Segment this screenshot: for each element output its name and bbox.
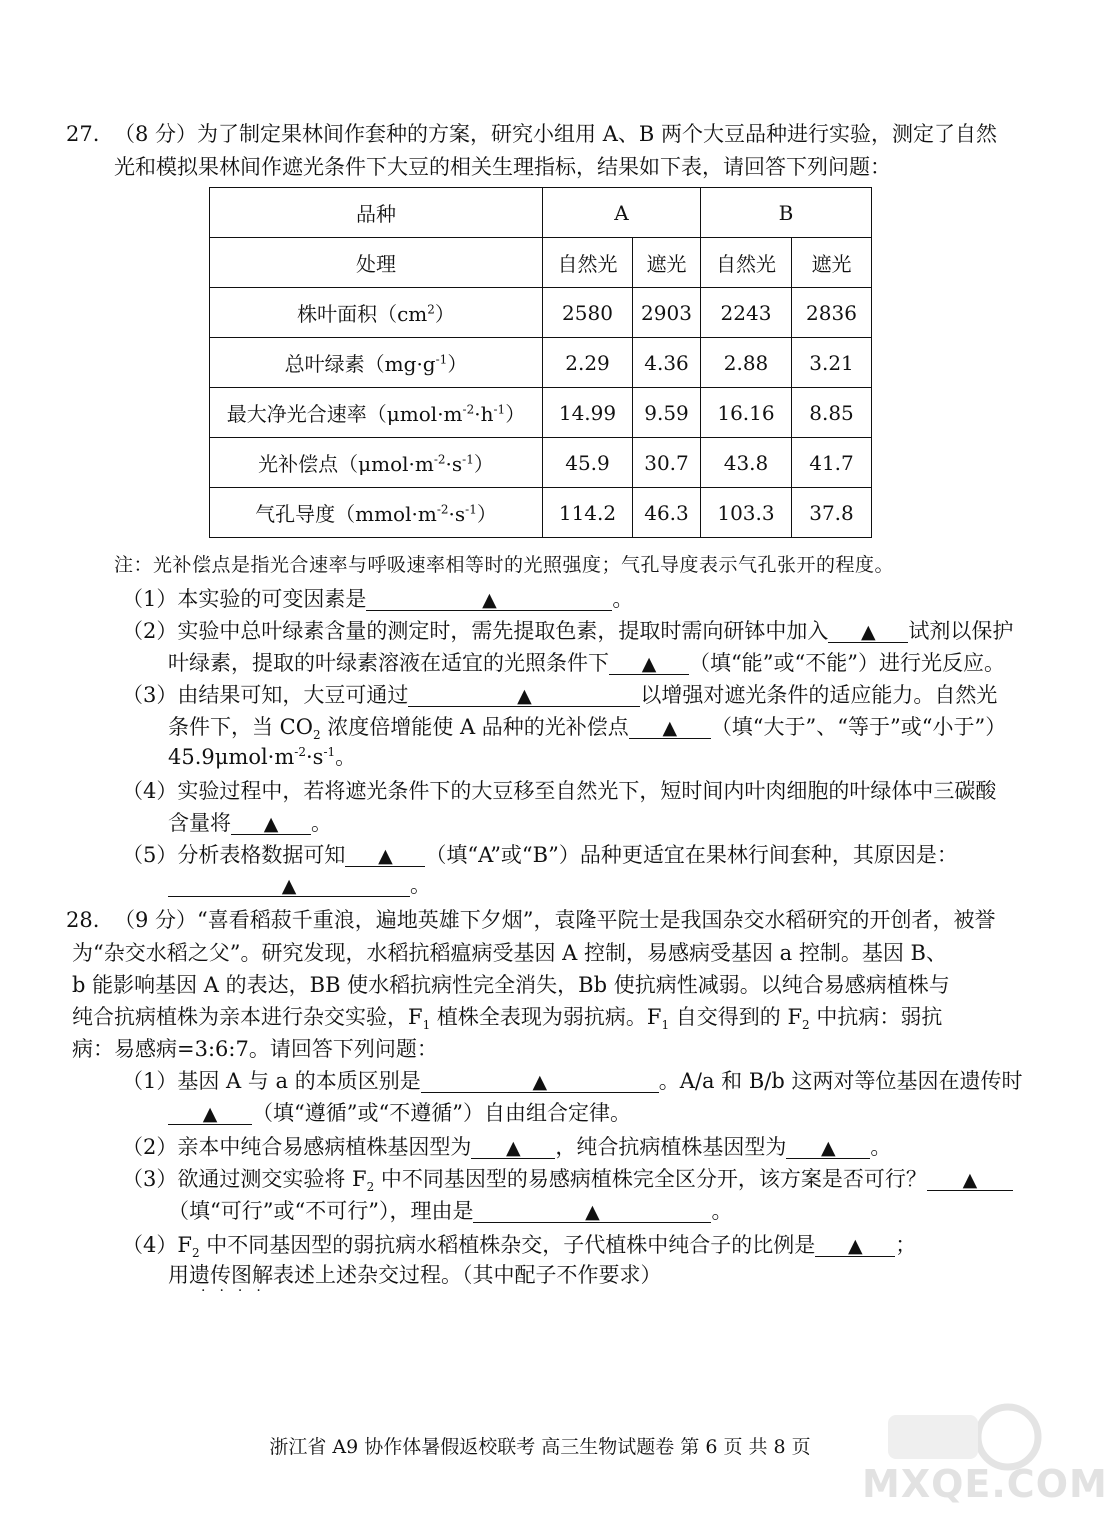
header-variety: 品种	[210, 188, 543, 238]
q27-number: 27.	[66, 122, 100, 146]
q27-sub3-line2: 条件下，当 $CO_2$ 浓度倍增能使 A 品种的光补偿点 ▲ （填“大于”、“等于”或“小于”）	[168, 715, 1007, 743]
q27-sub3-line1: （3）由结果可知，大豆可通过 ▲ 以增强对遮光条件的适应能力。自然光	[122, 683, 998, 707]
header-b-natural: 自然光	[701, 238, 792, 288]
q27-sub4-line2: 含量将 ▲ 。	[168, 811, 332, 835]
table-cell: 3.21	[792, 338, 872, 388]
table-cell: 8.85	[792, 388, 872, 438]
answer-blank[interactable]: ▲	[168, 876, 410, 897]
answer-blank[interactable]: ▲	[421, 1072, 659, 1093]
q27-sub5-line2: ▲ 。	[168, 872, 431, 898]
watermark	[848, 1401, 1108, 1516]
q27-sub3-line3: $45.9\mu mol\cdot m^{-2}\cdot s^{-1}$。	[168, 745, 357, 769]
table-cell: 114.2	[543, 488, 633, 538]
header-a-natural: 自然光	[543, 238, 633, 288]
q28-intro-line3: b 能影响基因 A 的表达，BB 使水稻抗病性完全消失，Bb 使抗病性减弱。以纯合易感病植株与	[72, 973, 950, 997]
table-cell: 2.88	[701, 338, 792, 388]
watermark-text: MXQE.COM	[862, 1462, 1108, 1506]
q28-sub1-line2: ▲ （填“遵循”或“不遵循”）自由组合定律。	[168, 1100, 631, 1126]
table-row	[210, 488, 872, 538]
table-cell: 2.29	[543, 338, 633, 388]
answer-blank[interactable]: ▲	[473, 1202, 711, 1223]
answer-blank[interactable]: ▲	[828, 622, 908, 643]
q27-intro-line1: （8 分）为了制定果林间作套种的方案，研究小组用 A、B 两个大豆品种进行实验，测定了自然	[114, 122, 997, 146]
answer-blank[interactable]: ▲	[815, 1236, 895, 1257]
table-cell: 46.3	[633, 488, 701, 538]
table-cell: 43.8	[701, 438, 792, 488]
q28-sub3-line2: （填“可行”或“不可行”），理由是 ▲ 。	[168, 1199, 733, 1223]
table-cell: 37.8	[792, 488, 872, 538]
answer-blank[interactable]: ▲	[471, 1138, 555, 1159]
header-a-shade: 遮光	[633, 238, 701, 288]
table-row	[210, 338, 872, 388]
header-b: B	[701, 188, 872, 238]
table-cell: 9.59	[633, 388, 701, 438]
table-row	[210, 288, 872, 338]
table-cell: 4.36	[633, 338, 701, 388]
answer-blank[interactable]: ▲	[786, 1138, 870, 1159]
answer-blank[interactable]: ▲	[168, 1104, 252, 1125]
q28-sub1-line1: （1）基因 A 与 a 的本质区别是 ▲ 。A/a 和 B/b 这两对等位基因在遗传时	[122, 1069, 1023, 1093]
q27-sub5-line1: （5）分析表格数据可知 ▲ （填“A”或“B”）品种更适宜在果林行间套种，其原因是：	[122, 843, 958, 867]
header-a: A	[543, 188, 701, 238]
table-note: 注：光补偿点是指光合速率与呼吸速率相等时的光照强度；气孔导度表示气孔张开的程度。	[114, 554, 895, 576]
table-cell: 45.9	[543, 438, 633, 488]
q28-intro-line2: 为“杂交水稻之父”。研究发现，水稻抗稻瘟病受基因 A 控制，易感病受基因 a 控制。基因 B、	[72, 941, 947, 965]
table-row	[210, 438, 872, 488]
q27-sub1: （1）本实验的可变因素是 ▲ 。	[122, 587, 634, 611]
q28-intro-line5: 病：易感病=3:6:7。请回答下列问题：	[72, 1037, 438, 1061]
table-cell: 16.16	[701, 388, 792, 438]
emphasis-dots: ····	[201, 1283, 275, 1299]
q27-sub4-line1: （4）实验过程中，若将遮光条件下的大豆移至自然光下，短时间内叶肉细胞的叶绿体中三碳酸	[122, 779, 997, 803]
answer-blank[interactable]: ▲	[408, 686, 640, 707]
q28-intro-line1: （9 分）“喜看稻菽千重浪，遍地英雄下夕烟”，袁隆平院士是我国杂交水稻研究的开创者，被誉	[114, 908, 996, 932]
header-b-shade: 遮光	[792, 238, 872, 288]
row-label: 株叶面积$(cm^2)$	[210, 288, 543, 338]
table-treatment-row	[210, 238, 872, 288]
answer-blank[interactable]: ▲	[609, 654, 689, 675]
answer-blank[interactable]: ▲	[366, 590, 612, 611]
table-cell: 103.3	[701, 488, 792, 538]
table-header-row	[210, 188, 872, 238]
answer-blank[interactable]: ▲	[629, 718, 711, 739]
q27-sub2-line1: （2）实验中总叶绿素含量的测定时，需先提取色素，提取时需向研钵中加入 ▲ 试剂以保护	[122, 619, 1014, 643]
q28-sub4-line1: $(4)F_2$ 中不同基因型的弱抗病水稻植株杂交，子代植株中纯合子的比例是 ▲ ；	[122, 1233, 917, 1261]
table-cell: 41.7	[792, 438, 872, 488]
q28-sub2: （2）亲本中纯合易感病植株基因型为 ▲ ，纯合抗病植株基因型为 ▲ 。	[122, 1135, 892, 1159]
answer-blank[interactable]: ▲	[345, 846, 425, 867]
page-footer: 浙江省 A9 协作体暑假返校联考 高三生物试题卷 第 6 页 共 8 页	[269, 1436, 811, 1458]
q28-sub4-line2: 用遗传图解表述上述杂交过程。（其中配子不作要求）	[168, 1263, 662, 1287]
table-cell: 14.99	[543, 388, 633, 438]
table-cell: 2580	[543, 288, 633, 338]
row-label: 气孔导度$(mmol\cdot m^{-2}\cdot s^{-1})$	[210, 488, 543, 538]
table-cell: 2903	[633, 288, 701, 338]
row-label: 光补偿点$(\mu mol\cdot m^{-2}\cdot s^{-1})$	[210, 438, 543, 488]
q27-intro-line2: 光和模拟果林间作遮光条件下大豆的相关生理指标，结果如下表，请回答下列问题：	[114, 155, 891, 179]
answer-blank[interactable]: ▲	[927, 1170, 1013, 1191]
q27-sub2-line2: 叶绿素，提取的叶绿素溶液在适宜的光照条件下 ▲ （填“能”或“不能”）进行光反应。	[168, 651, 1005, 675]
q28-sub3-line1: （3）欲通过测交实验将 $F_2$ 中不同基因型的易感病植株完全区分开，该方案是否可行？ ▲	[122, 1166, 1013, 1192]
answer-blank[interactable]: ▲	[231, 814, 311, 835]
row-label: 最大净光合速率$(\mu mol\cdot m^{-2}\cdot h^{-1})$	[210, 388, 543, 438]
data-table	[209, 187, 872, 538]
table-cell: 2243	[701, 288, 792, 338]
row-label: 总叶绿素$(mg\cdot g^{-1})$	[210, 338, 543, 388]
table-cell: 2836	[792, 288, 872, 338]
q28-intro-line4: 纯合抗病植株为亲本进行杂交实验，$F_1$ 植株全表现为弱抗病。$F_1$ 自交得到的 $F_2$ 中抗病：弱抗	[72, 1005, 943, 1033]
table-row	[210, 388, 872, 438]
header-treatment: 处理	[210, 238, 543, 288]
table-cell: 30.7	[633, 438, 701, 488]
q28-number: 28.	[66, 908, 100, 932]
